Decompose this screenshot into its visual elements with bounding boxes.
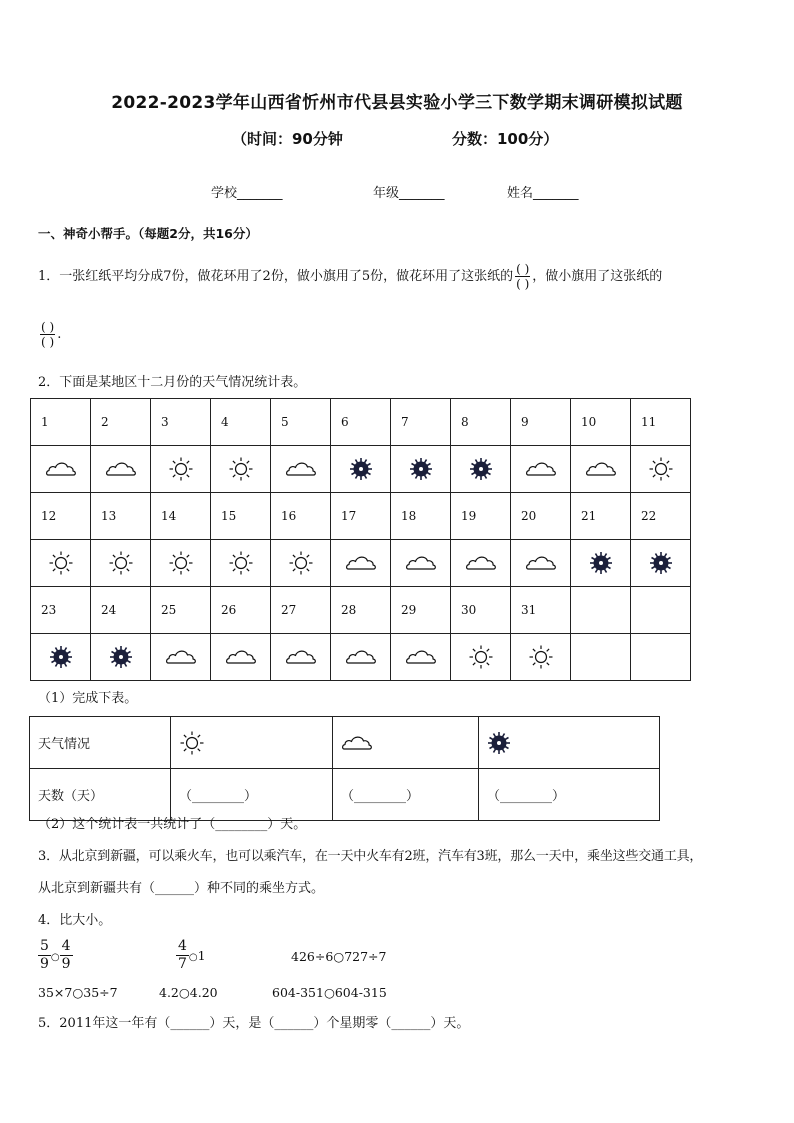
compare-5[interactable]: 4.2○4.20 (159, 985, 218, 1000)
weather-icon-cell (151, 634, 211, 681)
day-number-cell: 26 (211, 587, 271, 634)
cloud-icon (525, 459, 557, 478)
day-number-cell: 16 (271, 493, 331, 540)
day-number-cell: 21 (571, 493, 631, 540)
day-number-cell: 18 (391, 493, 451, 540)
weather-icon-cell (451, 540, 511, 587)
fraction-4-7 (176, 938, 189, 973)
snow-icon (649, 553, 673, 572)
frac-den: 9 (40, 956, 49, 972)
frac-den: ( ) (516, 277, 530, 291)
sun-icon (648, 459, 674, 478)
weather-icon-cell (571, 446, 631, 493)
cloud-icon (341, 735, 373, 750)
weather-icon-cell (271, 634, 331, 681)
sun-icon (168, 553, 194, 572)
weather-table (30, 398, 691, 681)
fraction-5-9 (38, 938, 51, 973)
sun-days-blank[interactable]: （________） (171, 769, 333, 821)
cloud-icon (465, 553, 497, 572)
weather-day-row (31, 493, 691, 540)
weather-icon-cell (331, 634, 391, 681)
weather-icon-cell (271, 446, 331, 493)
weather-icon-cell (91, 634, 151, 681)
sun-icon (228, 459, 254, 478)
exam-time: （时间：90分钟 (232, 130, 343, 148)
day-number-cell (631, 587, 691, 634)
frac-num: 5 (40, 938, 49, 954)
grade-field[interactable]: 年级_______ (373, 186, 445, 201)
summary-snow-cell (479, 717, 660, 769)
sun-icon (528, 647, 554, 666)
compare-6[interactable]: 604-351○604-315 (272, 985, 387, 1000)
q1-fraction-blank-2[interactable] (40, 320, 55, 349)
compare-circle[interactable]: ○ (188, 952, 198, 963)
weather-icon-cell (151, 540, 211, 587)
day-number-cell: 8 (451, 399, 511, 446)
weather-summary-table (29, 716, 660, 821)
snow-icon (349, 459, 373, 478)
snow-days-blank[interactable]: （________） (479, 769, 660, 821)
weather-icon-cell (511, 634, 571, 681)
day-number-cell: 24 (91, 587, 151, 634)
snow-icon (487, 735, 511, 750)
q2-sub2: （2）这个统计表一共统计了（________）天。 (38, 817, 307, 832)
cloud-icon (285, 459, 317, 478)
weather-icon-cell (631, 634, 691, 681)
question-3-line1: 3．从北京到新疆，可以乘火车，也可以乘汽车，在一天中火车有2班，汽车有3班，那么一天中，乘坐这些交通工具， (38, 849, 703, 864)
page-title: 2022-2023学年山西省忻州市代县县实验小学三下数学期末调研模拟试题 (111, 93, 683, 113)
frac-den: ( ) (41, 335, 55, 349)
snow-icon (109, 647, 133, 666)
sun-icon (288, 553, 314, 572)
weather-icon-cell (31, 540, 91, 587)
day-number-cell: 7 (391, 399, 451, 446)
cloud-icon (105, 459, 137, 478)
frac-den: 9 (61, 956, 71, 972)
weather-icon-cell (91, 446, 151, 493)
q1-text-a: 1．一张红纸平均分成7份，做花环用了2份，做小旗用了5份，做花环用了这张纸的 (38, 269, 514, 284)
day-number-cell: 11 (631, 399, 691, 446)
weather-icon-cell (391, 634, 451, 681)
exam-score: 分数：100分） (452, 130, 559, 148)
frac-num: ( ) (516, 262, 530, 276)
snow-icon (589, 553, 613, 572)
compare-1 (38, 938, 73, 973)
weather-icon-cell (631, 446, 691, 493)
weather-icon-cell (511, 540, 571, 587)
weather-icon-cell (151, 446, 211, 493)
cloud-icon (345, 647, 377, 666)
day-number-cell: 28 (331, 587, 391, 634)
question-4-title: 4．比大小。 (38, 913, 112, 928)
day-number-cell: 20 (511, 493, 571, 540)
q1-text-b: ，做小旗用了这张纸的 (532, 269, 663, 284)
weather-icon-cell (31, 634, 91, 681)
cloud-icon (405, 647, 437, 666)
day-number-cell: 19 (451, 493, 511, 540)
weather-icon-cell (451, 634, 511, 681)
weather-icon-cell (571, 540, 631, 587)
cloud-icon (165, 647, 197, 666)
weather-icon-cell (631, 540, 691, 587)
weather-icon-cell (211, 540, 271, 587)
sun-icon (228, 553, 254, 572)
frac-den: 7 (178, 956, 187, 972)
cloud-icon (345, 553, 377, 572)
day-number-cell: 5 (271, 399, 331, 446)
weather-icon-row (31, 634, 691, 681)
question-2-intro: 2．下面是某地区十二月份的天气情况统计表。 (38, 375, 307, 390)
sun-icon (108, 553, 134, 572)
snow-icon (469, 459, 493, 478)
day-number-cell: 27 (271, 587, 331, 634)
cloud-days-blank[interactable]: （________） (333, 769, 479, 821)
frac-num: ( ) (41, 320, 55, 334)
cloud-icon (45, 459, 77, 478)
day-number-cell: 23 (31, 587, 91, 634)
day-number-cell (571, 587, 631, 634)
section-heading: 一、神奇小帮手。（每题2分，共16分） (38, 226, 258, 241)
day-number-cell: 30 (451, 587, 511, 634)
weather-icon-cell (31, 446, 91, 493)
weather-icon-cell (391, 446, 451, 493)
question-1 (38, 262, 662, 291)
sun-icon (179, 735, 205, 750)
day-number-cell: 17 (331, 493, 391, 540)
day-number-cell: 1 (31, 399, 91, 446)
day-number-cell: 29 (391, 587, 451, 634)
sun-icon (468, 647, 494, 666)
cloud-icon (585, 459, 617, 478)
q1-period: . (57, 327, 62, 342)
summary-cloud-cell (333, 717, 479, 769)
snow-icon (49, 647, 73, 666)
name-field[interactable]: 姓名_______ (507, 186, 579, 201)
compare-circle[interactable]: ○ (50, 952, 60, 963)
compare-3[interactable]: 426÷6○727÷7 (291, 949, 387, 964)
day-number-cell: 22 (631, 493, 691, 540)
question-5: 5．2011年这一年有（______）天，是（______）个星期零（______）天。 (38, 1016, 470, 1031)
fraction-4-9 (60, 938, 73, 973)
sun-icon (168, 459, 194, 478)
snow-icon (409, 459, 433, 478)
school-field[interactable]: 学校_______ (211, 186, 283, 201)
day-number-cell: 2 (91, 399, 151, 446)
weather-icon-cell (211, 446, 271, 493)
weather-day-row (31, 399, 691, 446)
weather-icon-cell (331, 540, 391, 587)
cloud-icon (285, 647, 317, 666)
weather-icon-cell (91, 540, 151, 587)
question-3-line2: 从北京到新疆共有（______）种不同的乘坐方式。 (38, 881, 325, 896)
number-one: 1 (197, 948, 206, 963)
summary-label-weather: 天气情况 (30, 717, 171, 769)
summary-label-days: 天数（天） (30, 769, 171, 821)
cloud-icon (225, 647, 257, 666)
compare-2 (176, 938, 206, 973)
weather-icon-cell (511, 446, 571, 493)
day-number-cell: 10 (571, 399, 631, 446)
day-number-cell: 15 (211, 493, 271, 540)
q1-fraction-blank-1[interactable] (515, 262, 530, 291)
day-number-cell: 13 (91, 493, 151, 540)
day-number-cell: 31 (511, 587, 571, 634)
weather-icon-cell (271, 540, 331, 587)
weather-icon-cell (331, 446, 391, 493)
frac-num: 4 (61, 938, 71, 954)
sun-icon (48, 553, 74, 572)
weather-icon-row (31, 540, 691, 587)
day-number-cell: 6 (331, 399, 391, 446)
frac-num: 4 (178, 938, 187, 954)
cloud-icon (405, 553, 437, 572)
day-number-cell: 9 (511, 399, 571, 446)
weather-icon-cell (451, 446, 511, 493)
weather-icon-row (31, 446, 691, 493)
summary-sun-cell (171, 717, 333, 769)
day-number-cell: 12 (31, 493, 91, 540)
compare-4[interactable]: 35×7○35÷7 (38, 985, 118, 1000)
day-number-cell: 25 (151, 587, 211, 634)
weather-icon-cell (211, 634, 271, 681)
day-number-cell: 3 (151, 399, 211, 446)
weather-day-row (31, 587, 691, 634)
day-number-cell: 4 (211, 399, 271, 446)
weather-icon-cell (391, 540, 451, 587)
q2-sub1: （1）完成下表。 (38, 691, 138, 706)
question-1-cont (38, 320, 61, 349)
weather-icon-cell (571, 634, 631, 681)
day-number-cell: 14 (151, 493, 211, 540)
cloud-icon (525, 553, 557, 572)
